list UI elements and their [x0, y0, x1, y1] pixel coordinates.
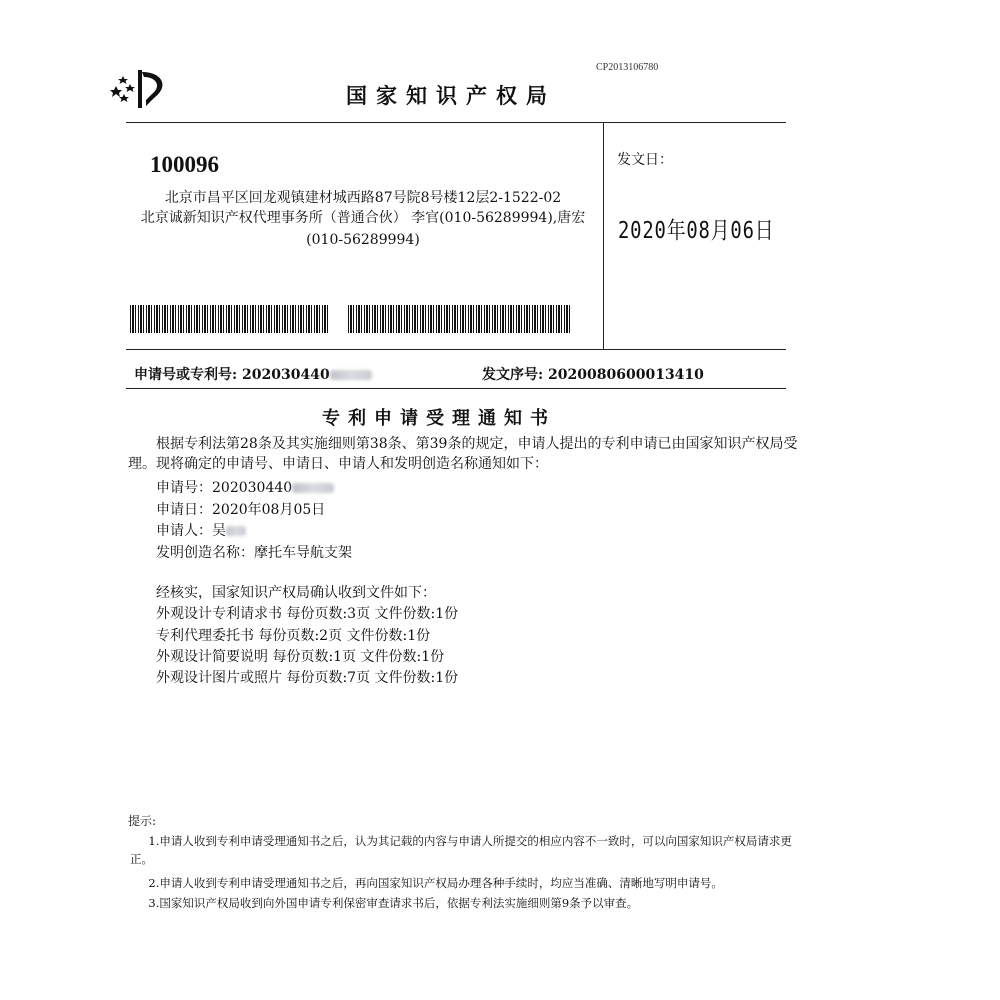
recipient-agency: 北京诚新知识产权代理事务所（普通合伙） 李官(010-56289994),唐宏: [140, 210, 586, 226]
barcode-left: [130, 305, 328, 333]
field-application-date: [156, 499, 325, 519]
barcode-right: [348, 305, 570, 333]
serial-number-value: 2020080600013410: [548, 367, 704, 383]
serial-number-row: [482, 364, 704, 384]
redaction-mark: [226, 526, 246, 536]
notice-title: 专利申请受理通知书: [322, 408, 556, 429]
meta-bottom-divider: [126, 388, 786, 389]
recipient-address: 北京市昌平区回龙观镇建材城西路87号院8号楼12层2-1522-02: [164, 190, 562, 206]
cnipa-logo-icon: [110, 64, 174, 114]
recipient-phone: (010-56289994): [306, 232, 420, 248]
received-file-item: 外观设计专利请求书 每份页数:3页 文件份数:1份: [156, 606, 459, 622]
application-number-label: 申请号或专利号:: [134, 367, 238, 383]
application-number-value: 202030440: [242, 367, 330, 383]
postal-code: 100096: [150, 152, 219, 177]
field-label: 申请日：: [156, 502, 212, 518]
tip-item: 2.申请人收到专利申请受理通知书之后，再向国家知识产权局办理各种手续时，均应当准确、清晰地写明申请号。: [148, 876, 723, 890]
issue-date-label: 发文日：: [617, 152, 673, 168]
field-invention-title: [156, 542, 352, 562]
tip-item: 1.申请人收到专利申请受理通知书之后，认为其记载的内容与申请人所提交的相应内容不一致时，可以向国家知识产权局请求更正。: [130, 834, 792, 866]
field-value: 吴: [212, 523, 226, 539]
field-value: 202030440: [212, 480, 293, 496]
tip-item: 3.国家知识产权局收到向外国申请专利保密审查请求书后，依据专利法实施细则第9条予以审查。: [148, 896, 639, 910]
issue-date-value: 2020年08月06日: [618, 218, 775, 244]
field-value: 2020年08月05日: [212, 502, 326, 518]
received-file-item: 专利代理委托书 每份页数:2页 文件份数:1份: [156, 628, 431, 644]
office-name: 国家知识产权局: [346, 84, 556, 108]
serial-number-label: 发文序号:: [482, 367, 544, 383]
notice-intro: 根据专利法第28条及其实施细则第38条、第39条的规定，申请人提出的专利申请已由国家知识产权局受理。现将确定的申请号、申请日、申请人和发明创造名称通知如下：: [128, 436, 798, 472]
application-number-row: [134, 364, 372, 384]
receipt-heading: 经核实，国家知识产权局确认收到文件如下：: [156, 585, 436, 601]
redaction-mark: [292, 483, 334, 493]
field-value: 摩托车导航支架: [254, 545, 352, 561]
date-column-divider: [603, 122, 604, 350]
meta-top-divider: [126, 349, 786, 350]
field-applicant: [156, 520, 246, 540]
redaction-mark: [330, 370, 372, 380]
tips-title: 提示:: [128, 814, 157, 828]
header-divider: [126, 122, 786, 123]
received-file-item: 外观设计简要说明 每份页数:1页 文件份数:1份: [156, 649, 445, 665]
received-file-item: 外观设计图片或照片 每份页数:7页 文件份数:1份: [156, 670, 459, 686]
field-label: 发明创造名称：: [156, 545, 254, 561]
field-application-number: [156, 477, 334, 497]
document-id: CP2013106780: [596, 62, 659, 73]
field-label: 申请号：: [156, 480, 212, 496]
field-label: 申请人：: [156, 523, 212, 539]
